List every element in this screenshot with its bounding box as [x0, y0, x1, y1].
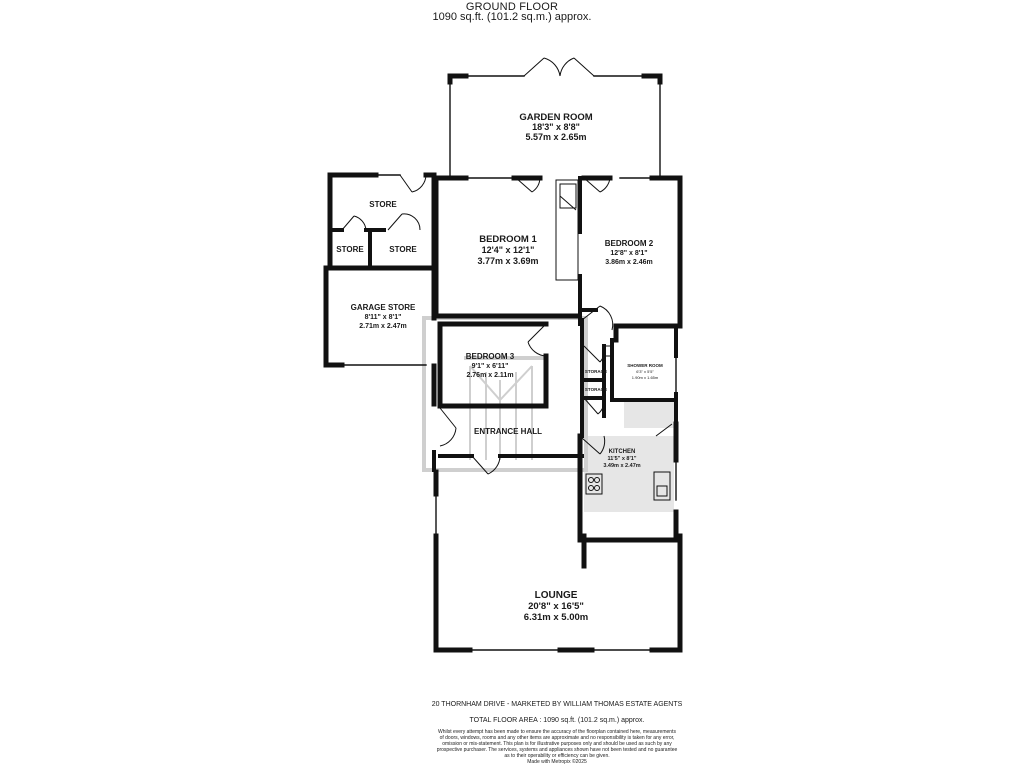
footer-address: 20 THORNHAM DRIVE - MARKETED BY WILLIAM THOMAS ESTATE AGENTS: [431, 701, 683, 708]
entrance-hall-name: ENTRANCE HALL: [474, 427, 542, 436]
watermark-logo: [424, 318, 586, 470]
bedroom-3-name: BEDROOM 3: [465, 352, 515, 361]
disclaimer-line: prospective purchaser. The services, systems and appliances shown have not been tested and no guarantee: [436, 747, 678, 753]
lounge-metric: 6.31m x 5.00m: [523, 612, 589, 623]
bedroom-1-imperial: 12'4" x 12'1": [481, 245, 535, 255]
storage-2-name: STORAGE: [584, 387, 608, 392]
garden-room-metric: 5.57m x 2.65m: [525, 132, 587, 142]
lounge-name: LOUNGE: [534, 590, 578, 601]
disclaimer-line: omission or mis-statement. This plan is for illustrative purposes only and should be used as such by any: [442, 741, 672, 747]
footer-disclaimer: [0, 729, 1024, 765]
kitchen-imperial: 11'5" x 8'1": [607, 456, 637, 462]
floor-area: 1090 sq.ft. (101.2 sq.m.) approx.: [432, 11, 592, 23]
store-right-name: STORE: [389, 245, 417, 254]
disclaimer-line: as to their operability or efficiency can be given.: [504, 753, 610, 759]
kitchen-metric: 3.49m x 2.47m: [603, 463, 641, 469]
bedroom-1-metric: 3.77m x 3.69m: [477, 256, 539, 266]
bedroom-2-metric: 3.86m x 2.46m: [605, 259, 653, 266]
shower-room-name: SHOWER ROOM: [627, 363, 663, 368]
garden-room-imperial: 18'3" x 8'8": [532, 122, 580, 132]
garden-room-name: GARDEN ROOM: [519, 112, 593, 123]
garage-store-name: GARAGE STORE: [350, 303, 416, 312]
footer-total-area: TOTAL FLOOR AREA : 1090 sq.ft. (101.2 sq.m.) approx.: [469, 717, 645, 724]
store-top-name: STORE: [369, 200, 397, 209]
garage-store-imperial: 8'11" x 8'1": [364, 314, 402, 321]
bedroom-2-imperial: 12'8" x 8'1": [610, 250, 648, 257]
disclaimer-line: of doors, windows, rooms and any other items are approximate and no responsibility is taken for any error,: [439, 735, 675, 741]
floor-title: GROUND FLOOR: [465, 1, 559, 13]
shower-room-imperial: 6'3" x 5'5": [636, 369, 654, 374]
bedroom-3-imperial: 9'1" x 6'11": [471, 363, 509, 370]
disclaimer-line: Made with Metropix ©2025: [527, 759, 587, 765]
bedroom-2-name: BEDROOM 2: [604, 239, 654, 248]
kitchen-name: KITCHEN: [608, 449, 636, 455]
storage-1-name: STORAGE: [584, 369, 608, 374]
bedroom-3-metric: 2.76m x 2.11m: [466, 372, 514, 379]
lounge-imperial: 20'8" x 16'5": [528, 601, 584, 612]
garage-store-metric: 2.71m x 2.47m: [359, 323, 407, 330]
disclaimer-line: Whilst every attempt has been made to ensure the accuracy of the floorplan contained here, measurements: [438, 729, 676, 735]
shower-room-metric: 1.90m x 1.65m: [631, 375, 659, 380]
bedroom-1-name: BEDROOM 1: [479, 234, 537, 245]
store-left-name: STORE: [336, 245, 364, 254]
